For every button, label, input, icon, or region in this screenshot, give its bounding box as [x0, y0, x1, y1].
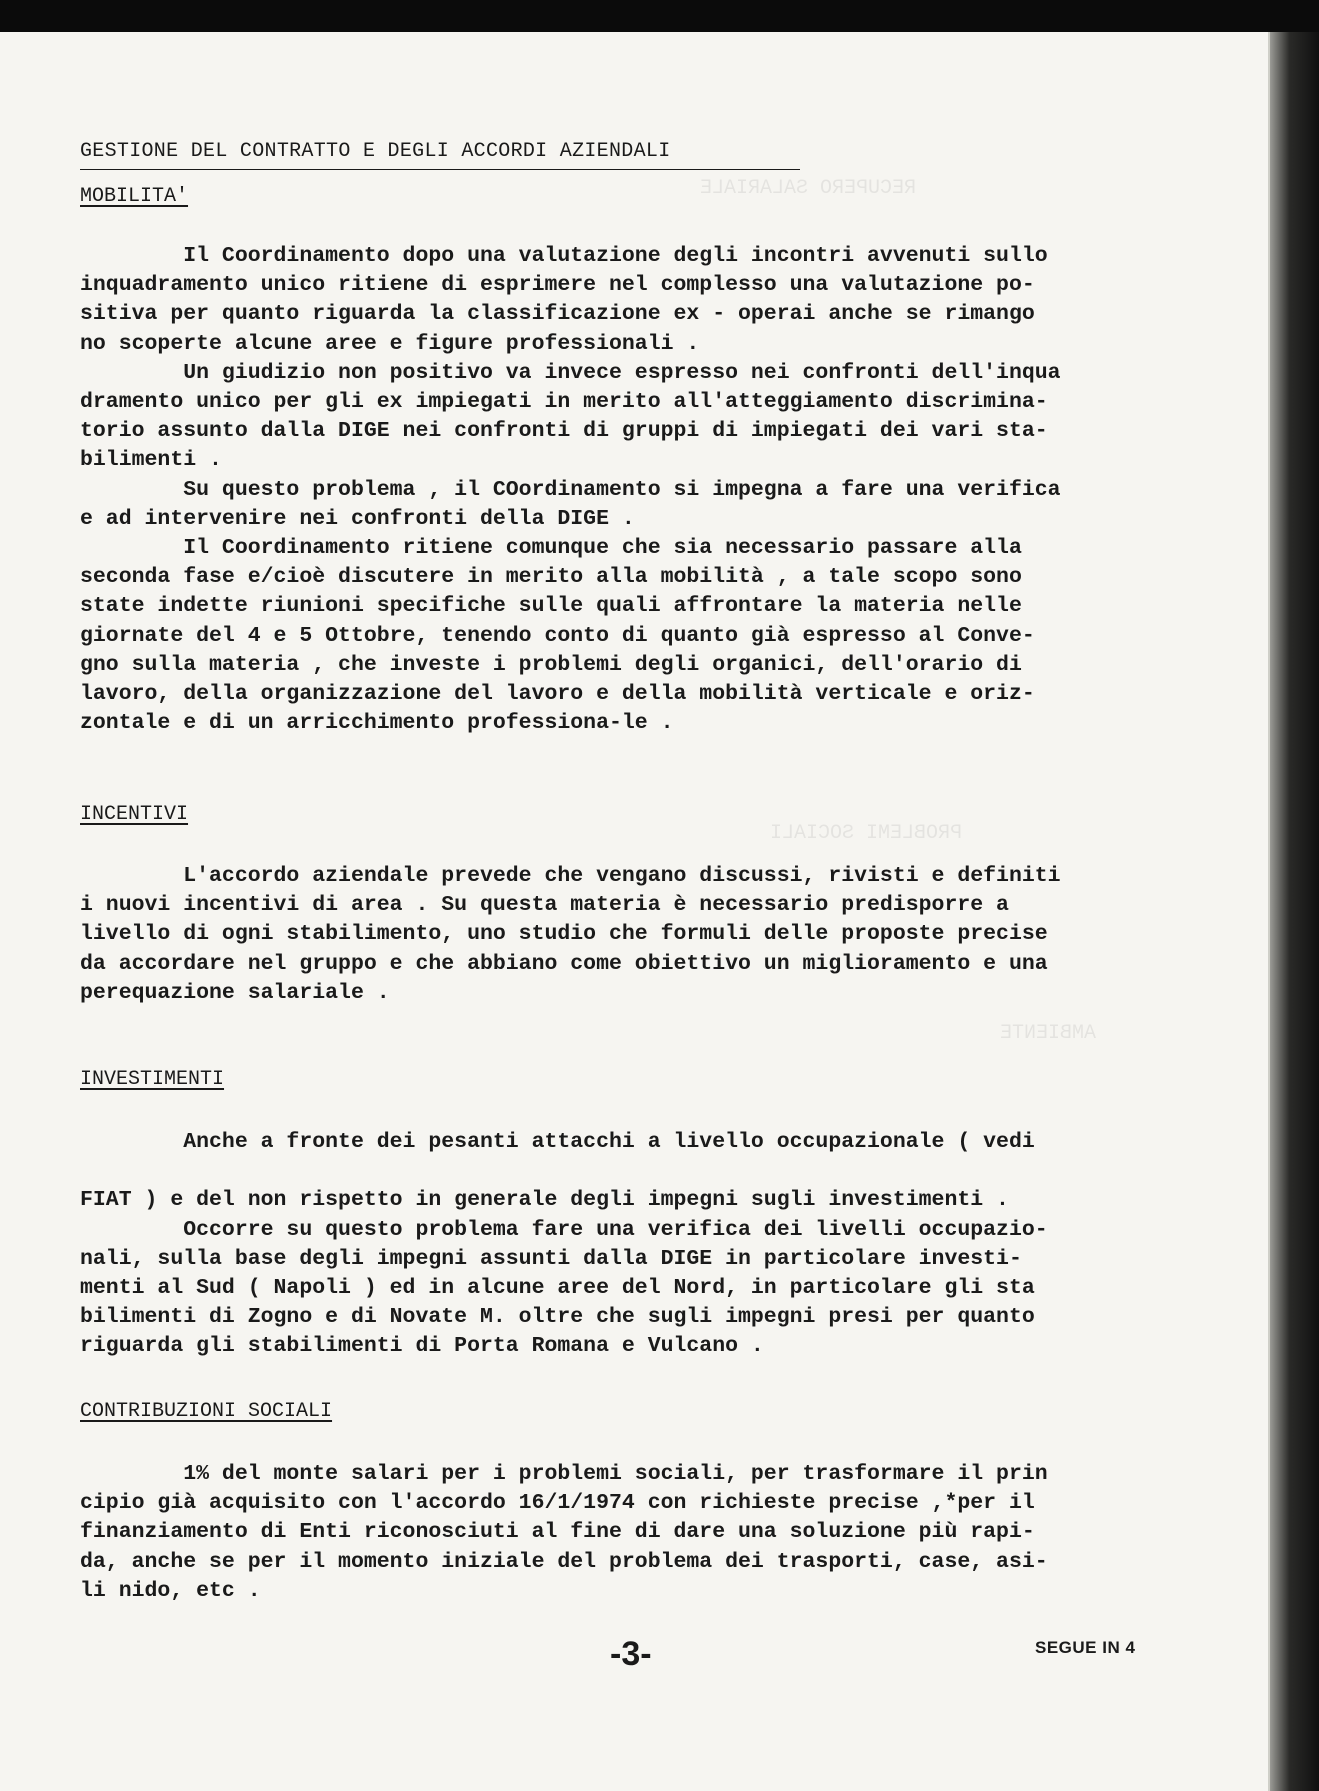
section-heading-investimenti: INVESTIMENTI [80, 1068, 225, 1091]
text-line: cipio già acquisito con l'accordo 16/1/1974 con richieste precise ,*per il [80, 1491, 1035, 1516]
text-line: zontale e di un arricchimento professiona-le . [80, 711, 674, 736]
text-line: Su questo problema , il COordinamento si impegna a fare una verifica [80, 477, 1061, 502]
section-body-investimenti [80, 1128, 1205, 1362]
text-line: inquadramento unico ritiene di esprimere nel complesso una valutazione po- [80, 273, 1035, 298]
text-line: e ad intervenire nei confronti della DIGE . [80, 506, 635, 531]
text-line: lavoro, della organizzazione del lavoro e della mobilità verticale e oriz- [80, 682, 1035, 707]
text-line: giornate del 4 e 5 Ottobre, tenendo conto di quanto già espresso al Conve- [80, 623, 1035, 648]
text-line: Anche a fronte dei pesanti attacchi a livello occupazionale ( vedi [80, 1130, 1035, 1154]
text-line [80, 1157, 1205, 1186]
text-line: Un giudizio non positivo va invece espresso nei confronti dell'inqua [80, 360, 1061, 385]
text-line: da, anche se per il momento iniziale del problema dei trasporti, case, asi- [80, 1549, 1048, 1574]
text-line: bilimenti . [80, 448, 222, 473]
text-line: no scoperte alcune aree e figure professionali . [80, 331, 700, 356]
text-line: torio assunto dalla DIGE nei confronti di gruppi di impiegati dei vari sta- [80, 419, 1048, 444]
text-line: Occorre su questo problema fare una verifica dei livelli occupazio- [80, 1217, 1048, 1242]
text-line: livello di ogni stabilimento, uno studio che formuli delle proposte precise [80, 922, 1048, 947]
continues-label: SEGUE IN 4 [1035, 1638, 1136, 1657]
text-line: riguarda gli stabilimenti di Porta Romana e Vulcano . [80, 1334, 764, 1359]
text-line: dramento unico per gli ex impiegati in merito all'atteggiamento discrimina- [80, 390, 1048, 415]
text-line: nali, sulla base degli impegni assunti dalla DIGE in particolare investi- [80, 1246, 1022, 1271]
text-line: menti al Sud ( Napoli ) ed in alcune aree del Nord, in particolare gli sta [80, 1276, 1035, 1301]
section-heading-contribuzioni-sociali: CONTRIBUZIONI SOCIALI [80, 1400, 333, 1423]
text-line: gno sulla materia , che investe i problemi degli organici, dell'orario di [80, 652, 1022, 677]
section-body-contribuzioni-sociali [80, 1460, 1205, 1606]
section-body-mobilita [80, 242, 1205, 738]
bleed-through-text: AMBIENTE [1000, 1022, 1097, 1045]
text-line: finanziamento di Enti riconosciuti al fine di dare una soluzione più rapi- [80, 1520, 1035, 1545]
page-number: -3- [610, 1635, 652, 1673]
text-line: state indette riunioni specifiche sulle quali affrontare la materia nelle [80, 594, 1022, 619]
section-heading-mobilita: MOBILITA' [80, 185, 189, 208]
text-line: sitiva per quanto riguarda la classificazione ex - operai anche se rimango [80, 302, 1035, 327]
text-line: da accordare nel gruppo e che abbiano come obiettivo un miglioramento e una [80, 951, 1048, 976]
text-line: 1% del monte salari per i problemi sociali, per trasformare il prin [80, 1462, 1048, 1486]
section-body-incentivi [80, 862, 1205, 1008]
text-line: i nuovi incentivi di area . Su questa materia è necessario predisporre a [80, 893, 1009, 918]
text-line: bilimenti di Zogno e di Novate M. oltre che sugli impegni presi per quanto [80, 1305, 1035, 1330]
bleed-through-text: PROBLEMI SOCIALI [770, 822, 963, 845]
section-heading-incentivi: INCENTIVI [80, 803, 189, 826]
scan-border-right [1270, 32, 1319, 1791]
bleed-through-text: RECUPERO SALARIALE [700, 177, 917, 200]
text-line: Il Coordinamento dopo una valutazione degli incontri avvenuti sullo [80, 244, 1048, 268]
text-line: L'accordo aziendale prevede che vengano discussi, rivisti e definiti [80, 864, 1061, 888]
text-line: seconda fase e/cioè discutere in merito alla mobilità , a tale scopo sono [80, 565, 1022, 590]
text-line: Il Coordinamento ritiene comunque che sia necessario passare alla [80, 536, 1022, 561]
text-line: li nido, etc . [80, 1578, 261, 1603]
page-title: GESTIONE DEL CONTRATTO E DEGLI ACCORDI AZIENDALI [80, 140, 800, 170]
text-line: perequazione salariale . [80, 980, 390, 1005]
text-line: FIAT ) e del non rispetto in generale degli impegni sugli investimenti . [80, 1188, 1009, 1213]
